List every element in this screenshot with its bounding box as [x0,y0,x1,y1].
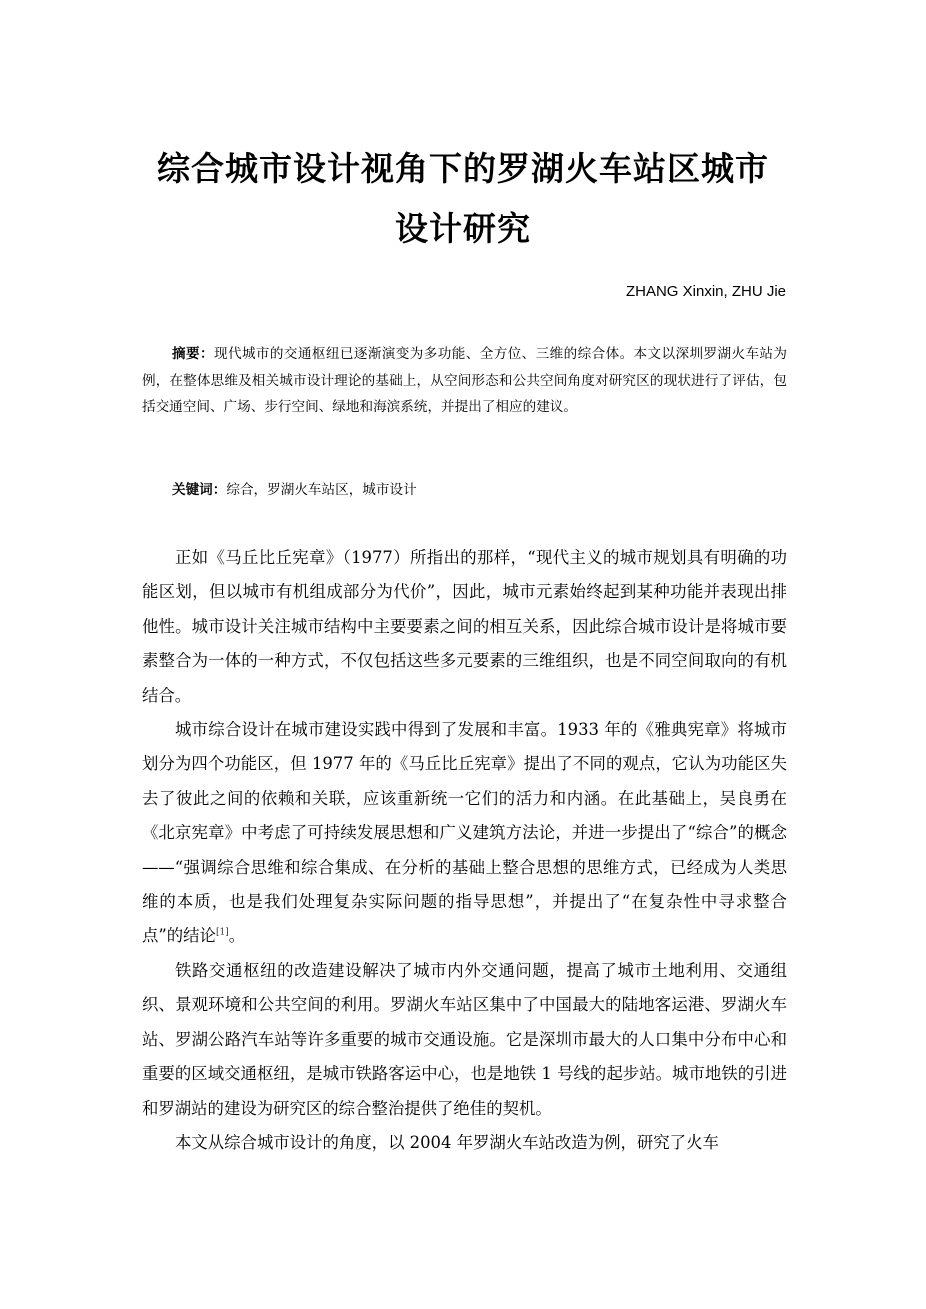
body-paragraph-2 [142,713,787,954]
author-list: ZHANG Xinxin, ZHU Jie [625,283,786,300]
body-paragraph-4: 本文从综合城市设计的角度，以 2004 年罗湖火车站改造为例，研究了火车 [175,1132,719,1152]
abstract-text: 现代城市的交通枢纽已逐渐演变为多功能、全方位、三维的综合体。本文以深圳罗湖火车站为例，在整体思维及相关城市设计理论的基础上，从空间形态和公共空间角度对研究区的现状进行了评估，包括交通空间、广场、步行空间、绿地和海滨系统，并提出了相应的建议。 [142,346,788,416]
keywords [172,477,417,504]
body-text [142,541,787,1160]
abstract-label: 摘要： [172,346,214,362]
citation-reference[interactable]: [1] [215,928,229,938]
keywords-label: 关键词： [172,482,227,498]
body-paragraph-2-text: 城市综合设计在城市建设实践中得到了发展和丰富。1933 年的《雅典宪章》将城市划分为四个功能区，但 1977 年的《马丘比丘宪章》提出了不同的观点，它认为功能区失去了彼此之间的依赖和关联，应该重新统一它们的活力和内涵。在此基础上，吴良勇在《北京宪章》中考虑了可持续发展思想和广义建筑方法论，并进一步提出了“综合”的概念——“强调综合思维和综合集成、在分析的基础上整合思想的思维方式，已经成为人类思维的本质，也是我们处理复杂实际问题的指导思想”，并提出了“在复杂性中寻求整合点”的结论 [142,720,787,946]
paper-title-line-2: 设计研究 [395,209,531,248]
keywords-text: 综合，罗湖火车站区，城市设计 [226,482,417,498]
paper-title-line-1: 综合城市设计视角下的罗湖火车站区城市 [157,149,769,188]
abstract [142,341,787,421]
paragraph-end-punctuation: 。 [228,926,246,946]
body-paragraph-1: 正如《马丘比丘宪章》（1977）所指出的那样，“现代主义的城市规划具有明确的功能区划，但以城市有机组成部分为代价”，因此，城市元素始终起到某种功能并表现出排他性。城市设计关注城市结构中主要要素之间的相互关系，因此综合城市设计是将城市要素整合为一体的一种方式，不仅包括这些多元要素的三维组织，也是不同空间取向的有机结合。 [142,548,787,705]
body-paragraph-3: 铁路交通枢纽的改造建设解决了城市内外交通问题，提高了城市土地利用、交通组织、景观环境和公共空间的利用。罗湖火车站区集中了中国最大的陆地客运港、罗湖火车站、罗湖公路汽车站等许多重要的城市交通设施。它是深圳市最大的人口集中分布中心和重要的区域交通枢纽，是城市铁路客运中心，也是地铁 1 号线的起步站。城市地铁的引进和罗湖站的建设为研究区的综合整治提供了绝佳的契机。 [142,960,787,1118]
